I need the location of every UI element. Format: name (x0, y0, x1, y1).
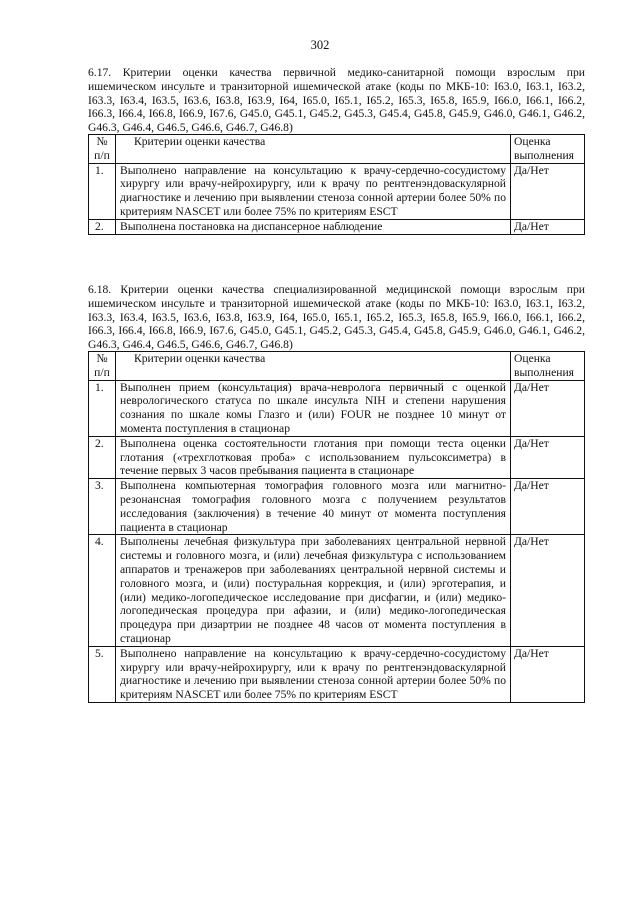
row-result: Да/Нет (511, 163, 585, 219)
row-result: Да/Нет (511, 479, 585, 535)
table-row (89, 479, 585, 535)
row-result: Да/Нет (511, 219, 585, 234)
row-num: 1. (89, 380, 116, 436)
table-header-row (89, 134, 585, 163)
header-criteria: Критерии оценки качества (116, 134, 511, 163)
row-result: Да/Нет (511, 436, 585, 478)
section-title: 6.18. Критерии оценки качества специализированной медицинской помощи взрослым при ишемическом инсульте и транзиторной ишемической атаке (коды по МКБ-10: I63.0, I63.1, I63.2, I63.3, I63.4, I63.5, I63.6, I63.8, I63.9, I64, I65.0, I65.1, I65.2, I65.3, I65.8, I65.9, I66.0, I66.1, I66.2, I66.3, I66.4, I66.8, I66.9, I67.6, G45.0, G45.1, G45.2, G45.3, G45.4, G45.8, G45.9, G46.0, G46.1, G46.2, G46.3, G46.4, G46.5, G46.6, G46.7, G46.8) (88, 283, 585, 352)
row-criteria: Выполнены лечебная физкультура при заболеваниях центральной нервной системы и головного мозга, и (или) лечебная физкультура с использованием аппаратов и тренажеров при заболеваниях центральной нервной системы и головного мозга, и (или) постуральная коррекция, и (или) эрготерапия, и (или) медико-логопедическое исследование при дисфагии, и (или) медико-логопедическая процедура при афазии, и (или) медико-логопедическая процедура при дизартрии не позднее 48 часов от момента поступления в стационар (116, 535, 511, 646)
header-criteria: Критерии оценки качества (116, 351, 511, 380)
row-result: Да/Нет (511, 646, 585, 702)
criteria-table (88, 351, 585, 703)
row-num: 4. (89, 535, 116, 646)
table-row (89, 380, 585, 436)
table-row (89, 163, 585, 219)
row-num: 2. (89, 436, 116, 478)
table-row (89, 436, 585, 478)
section-6-18 (88, 283, 585, 703)
table-row (89, 535, 585, 646)
row-num: 1. (89, 163, 116, 219)
row-criteria: Выполнена постановка на диспансерное наблюдение (116, 219, 511, 234)
table-header-row (89, 351, 585, 380)
header-num: № п/п (89, 351, 116, 380)
row-criteria: Выполнена оценка состоятельности глотания при помощи теста оценки глотания («трехглотковая проба» с использованием пульсоксиметра) в течение первых 3 часов пребывания пациента в стационаре (116, 436, 511, 478)
row-num: 3. (89, 479, 116, 535)
row-criteria: Выполнена компьютерная томография головного мозга или магнитно-резонансная томография головного мозга с получением результатов исследования (заключения) в течение 40 минут от момента поступления пациента в стационар (116, 479, 511, 535)
row-criteria: Выполнено направление на консультацию к врачу-сердечно-сосудистому хирургу или врачу-нейрохирургу, или к врачу по рентгенэндоваскулярной диагностике и лечению при выявлении стеноза сонной артерии более 50% по критериям NASCET или более 75% по критериям ESCT (116, 163, 511, 219)
header-result: Оценка выполнения (511, 134, 585, 163)
row-result: Да/Нет (511, 380, 585, 436)
row-result: Да/Нет (511, 535, 585, 646)
criteria-table (88, 134, 585, 235)
header-result: Оценка выполнения (511, 351, 585, 380)
header-num: № п/п (89, 134, 116, 163)
row-criteria: Выполнен прием (консультация) врача-невролога первичный с оценкой неврологического статуса по шкале инсульта NIH и степени нарушения сознания по шкале комы Глазго и (или) FOUR не позднее 10 минут от момента поступления в стационар (116, 380, 511, 436)
page-number: 302 (310, 38, 330, 52)
row-num: 2. (89, 219, 116, 234)
table-row (89, 219, 585, 234)
table-row (89, 646, 585, 702)
section-title: 6.17. Критерии оценки качества первичной медико-санитарной помощи взрослым при ишемическом инсульте и транзиторной ишемической атаке (коды по МКБ-10: I63.0, I63.1, I63.2, I63.3, I63.4, I63.5, I63.6, I63.8, I63.9, I64, I65.0, I65.1, I65.2, I65.3, I65.8, I65.9, I66.0, I66.1, I66.2, I66.3, I66.4, I66.8, I66.9, I67.6, G45.0, G45.1, G45.2, G45.3, G45.4, G45.8, G45.9, G46.0, G46.1, G46.2, G46.3, G46.4, G46.5, G46.6, G46.7, G46.8) (88, 66, 585, 135)
row-num: 5. (89, 646, 116, 702)
section-6-17 (88, 66, 585, 235)
row-criteria: Выполнено направление на консультацию к врачу-сердечно-сосудистому хирургу или врачу-нейрохирургу, или к врачу по рентгенэндоваскулярной диагностике и лечению при выявлении стеноза сонной артерии более 50% по критериям NASCET или более 75% по критериям ESCT (116, 646, 511, 702)
